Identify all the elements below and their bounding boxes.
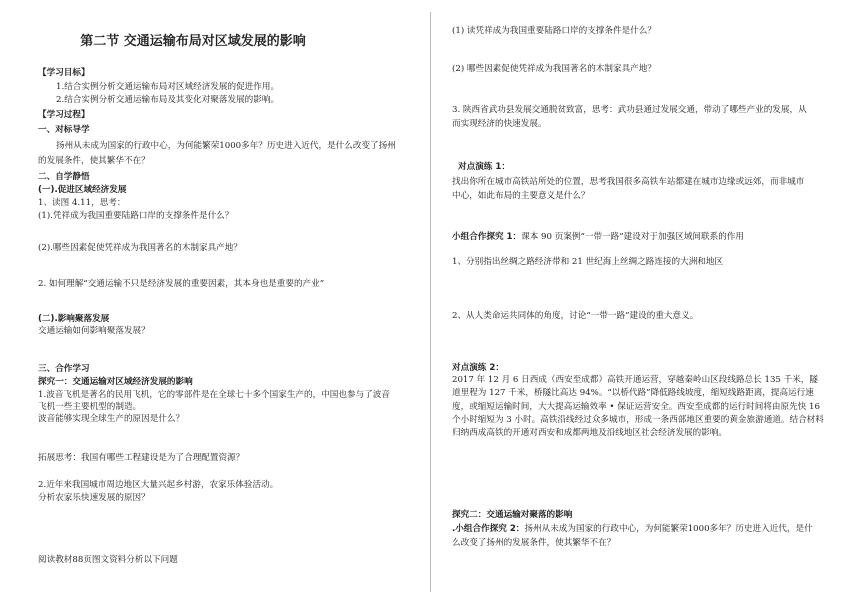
section-1-heading: 一、对标导学 bbox=[38, 125, 90, 135]
right-question-3-line-1: 3. 陕西省武功县发展交通脱贫致富，思考：武功县通过发展交通，带动了哪些产业的发展，从 bbox=[452, 105, 807, 115]
objectives-heading: 【学习目标】 bbox=[38, 68, 90, 78]
objective-2: 2.结合实例分析交通运输布局及其变化对聚落发展的影响。 bbox=[56, 95, 280, 105]
drill-2-heading: 对点演练 2： bbox=[452, 363, 504, 373]
explore-2-line-1: 2.近年来我国城市周边地区大量兴起乡村游，农家乐体验活动。 bbox=[38, 480, 279, 490]
section-2-heading: 二、自学静悟 bbox=[38, 172, 90, 182]
section-2b-question: 交通运输如何影响聚落发展？ bbox=[38, 326, 150, 336]
extend-thinking: 拓展思考：我国有哪些工程建设是为了合理配置资源？ bbox=[38, 453, 245, 463]
drill-1-heading: 对点演练 1： bbox=[458, 162, 510, 172]
section-2a-heading: (一).促进区域经济发展 bbox=[38, 185, 127, 195]
drill-1-line-1: 找出你所在城市高铁站所处的位置，思考我国很多高铁车站都建在城市边缘或远郊，而非城市 bbox=[452, 177, 805, 187]
section-2b-heading: (二).影响聚落发展 bbox=[38, 314, 110, 324]
group-1-heading: 小组合作探究 1： bbox=[452, 232, 522, 242]
page-title: 第二节 交通运输布局对区域发展的影响 bbox=[80, 34, 306, 49]
group-1-question-1: 1、分别指出丝绸之路经济带和 21 世纪海上丝绸之路连接的大洲和地区 bbox=[452, 257, 724, 267]
section-1-text-line-2: 的发展条件，使其繁华不在？ bbox=[38, 156, 150, 166]
question-1: (1).凭祥成为我国重要陆路口岸的支撑条件是什么？ bbox=[38, 211, 234, 221]
explore-1-line-2: 飞机一些主要机型的制造。 bbox=[38, 402, 142, 412]
process-heading: 【学习过程】 bbox=[38, 110, 90, 120]
section-3-heading: 三、合作学习 bbox=[38, 364, 90, 374]
question-2: (2).哪些因素促使凭祥成为我国著名的木制家具产地？ bbox=[38, 243, 242, 253]
drill-2-text: 2017 年 12 月 6 日西成（西安至成都）高铁开通运营，穿越秦岭山区段线路总长 135 千米，隧道里程为 127 千米，桥隧比高达 94%。“以桥代路”降低路线坡度，缩短线路距离，提高运行速度，或缩短运输时间，大大提高运输效率 • 保证运营安全。西安至成都的运行时间将由原先快 16 个小时缩短为 3 小时。高铁沿线经过众多城市，形成一条西部地区重要的黄金旅游通道。结合材料归纳西成高铁的开通对西安和成都两地及沿线地区社会经济发展的影响。 bbox=[452, 375, 824, 439]
group-1-line bbox=[452, 230, 744, 244]
explore-1-line-3: 波音能够实现全球生产的原因是什么？ bbox=[38, 414, 185, 424]
read-line: 1、读图 4.11，思考： bbox=[38, 198, 126, 208]
column-divider bbox=[430, 12, 431, 592]
section-1-text-line-1: 扬州从未成为国家的行政中心，为何能繁荣1000多年？历史进入近代，是什么改变了扬州 bbox=[56, 141, 396, 151]
group-1-text: 课本 90 页案例“一带一路”建设对于加强区域间联系的作用 bbox=[521, 232, 744, 242]
right-question-2: (2) 哪些因素促使凭祥成为我国著名的木制家具产地？ bbox=[452, 64, 656, 74]
right-question-3-line-2: 而实现经济的快速发展。 bbox=[452, 119, 547, 129]
question-3: 2. 如何理解“交通运输不只是经济发展的重要因素，其本身也是重要的产业” bbox=[38, 279, 325, 289]
group-2-text-1: 扬州从未成为国家的行政中心，为何能繁荣1000多年？历史进入近代，是什 bbox=[524, 524, 813, 534]
explore-2-heading: 探究二：交通运输对聚落的影响 bbox=[452, 510, 573, 520]
drill-1-line-2: 中心，如此布局的主要意义是什么？ bbox=[452, 191, 590, 201]
group-2-label: .小组合作探究 2： bbox=[452, 524, 525, 534]
group-2-line-2: 么改变了扬州的发展条件，使其繁华不在？ bbox=[452, 538, 616, 548]
objective-1: 1.结合实例分析交通运输布局对区域经济发展的促进作用。 bbox=[56, 82, 280, 92]
footer-note: 阅读教材88页图文资料分析以下问题 bbox=[38, 555, 178, 565]
explore-1-line-1: 1.波音飞机是著名的民用飞机，它的零部件是在全球七十多个国家生产的，中国也参与了波音 bbox=[38, 390, 390, 400]
explore-1-heading: 探究一：交通运输对区域经济发展的影响 bbox=[38, 377, 193, 387]
group-1-question-2: 2、从人类命运共同体的角度，讨论“一带一路”建设的重大意义。 bbox=[452, 311, 699, 321]
group-2-line-1 bbox=[452, 522, 813, 536]
right-question-1: (1) 读凭祥成为我国重要陆路口岸的支撑条件是什么？ bbox=[452, 26, 656, 36]
explore-2-line-2: 分析农家乐快速发展的原因？ bbox=[38, 493, 150, 503]
